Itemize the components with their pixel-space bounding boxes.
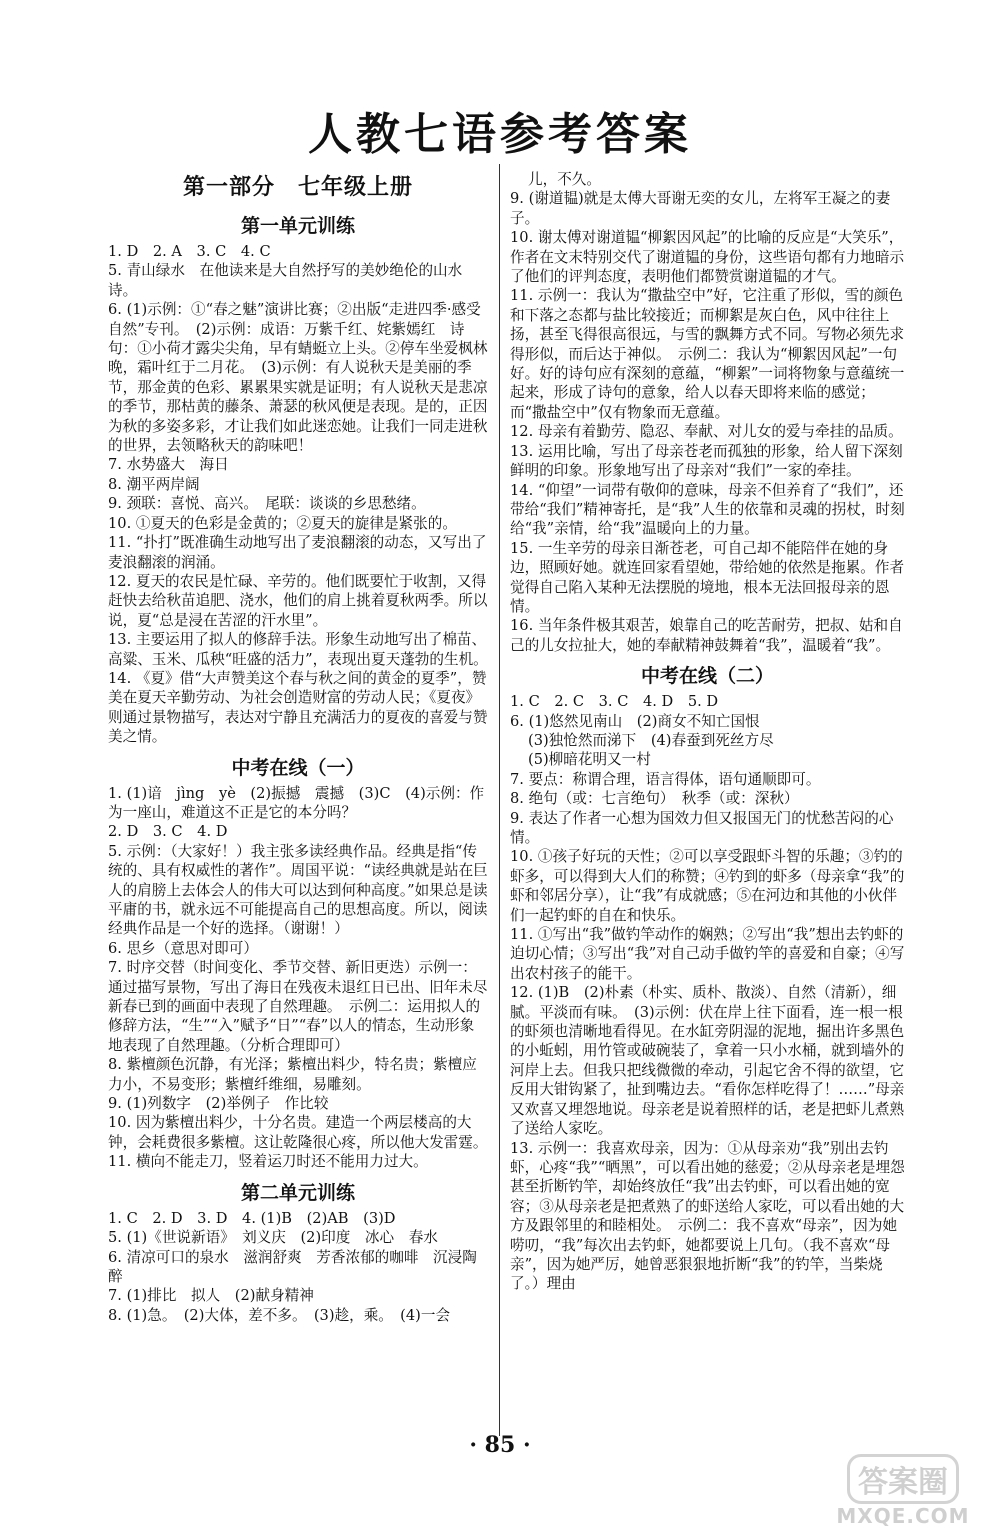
answer-line: 6. 思乡（意思对即可） [108, 939, 258, 957]
page-number: · 85 · [469, 1432, 531, 1458]
watermark-url: MXQE.COM [836, 1504, 970, 1528]
answer-line: 13. 运用比喻，写出了母亲苍老而孤独的形象，给人留下深刻鲜明的印象。形象地写出了母亲对“我们”一家的牵挂。 [510, 442, 903, 480]
answer-line: 7. 时序交替（时间变化、季节交替、新旧更迭）示例一：通过描写景物，写出了海日在残夜未退红日已出、旧年未尽新春已到的画面中表现了自然理趣。 示例二：运用拟人的修辞方法，“生”“入”赋予“日”“春”以人的情态，生动形象地表现了自然理趣。（分析合理即可） [108, 959, 488, 1054]
part-title: 第一部分 七年级上册 [182, 174, 413, 200]
answer-line: 6. 清凉可口的泉水 滋润舒爽 芳香浓郁的咖啡 沉浸陶醉 [108, 1248, 477, 1285]
answer-line: (5)柳暗花明又一村 [528, 751, 651, 769]
section-title-unit1: 第一单元训练 [240, 215, 355, 237]
answer-line: 7. (1)排比 拟人 (2)献身精神 [108, 1287, 314, 1305]
answer-line: 7. 水势盛大 海日 [108, 456, 229, 474]
answer-line: 14. 《夏》借“大声赞美这个春与秋之间的黄金的夏季”，赞美在夏天辛勤劳动、为社会创造财富的劳动人民；《夏夜》则通过景物描写，表达对宁静且充满活力的夏夜的喜爱与赞美之情。 [108, 669, 488, 746]
section-title-exam1: 中考在线（一） [231, 756, 365, 779]
answer-line: 8. 潮平两岸阔 [108, 475, 200, 493]
answer-line: 15. 一生辛劳的母亲日渐苍老，可自己却不能陪伴在她的身边，照顾好她。就连回家看望她，带给她的依然是拖累。作者觉得自己陷入某种无法摆脱的境地，根本无法回报母亲的恩情。 [510, 539, 905, 615]
section-title-exam2: 中考在线（二） [640, 665, 774, 688]
answer-line: 儿，不久。 [528, 171, 601, 188]
answer-line: 10. 谢太傅对谢道韫“柳絮因风起”的比喻的反应是“大笑乐”，作者在文末特别交代了谢道韫的身份，这些语句都有力地暗示了他们的评判态度，表明他们都赞赏谢道韫的才气。 [510, 229, 905, 286]
watermark-logo [818, 1456, 988, 1526]
answer-line: 12. (1)B (2)朴素（朴实、质朴、散淡）、自然（清新），细腻。平淡而有味。 (3)示例：伏在岸上往下面看，连一根一根的虾须也清晰地看得见。在水缸旁阴湿的泥地，掘出许多黑色的小蚯蚓，用竹管或破碗装了，拿着一只小水桶，就到墙外的河岸上去。但我只把线微微的牵动，引起它舍不得的欲望，它反用大钳钩紧了，扯到嘴边去。“看你怎样吃得了！……”母亲又欢喜又埋怨地说。母亲老是说着照样的话，老是把虾儿煮熟了送给人家吃。 [510, 984, 905, 1138]
answer-line: 1. C 2. C 3. C 4. D 5. D [510, 693, 719, 711]
answer-line: 9. (1)列数字 (2)举例子 作比较 [108, 1095, 329, 1113]
answer-line: 9. 表达了作者一心想为国效力但又报国无门的忧愁苦闷的心情。 [510, 809, 894, 846]
answer-line: 11. 横向不能走刀，竖着运刀时还不能用力过大。 [108, 1153, 428, 1171]
answer-line: 12. 夏天的农民是忙碌、辛劳的。他们既要忙于收割，又得赶快去给秋苗追肥、浇水，他们的肩上挑着夏秋两季。所以说，夏“总是浸在苦涩的汗水里”。 [108, 572, 488, 629]
exam2-answers [510, 692, 905, 1294]
unit2-answers-continued [510, 170, 905, 655]
answer-line: 10. ①孩子好玩的天性；②可以享受跟虾斗智的乐趣；③钓的虾多，可以得到大人们的称赞；④钓到的虾多（母亲拿“我”的虾和邻居分享），让“我”有成就感；⑤在河边和其他的小伙伴们一起钓虾的自在和快乐。 [510, 848, 905, 924]
answer-line: 14. “仰望”一词带有敬仰的意味，母亲不但养育了“我们”，还带给“我们”精神寄托，是“我”人生的依靠和灵魂的拐杖，时刻给“我”亲情，给“我”温暖向上的力量。 [510, 481, 905, 538]
answer-line: 5. (1)《世说新语》 刘义庆 (2)印度 冰心 春水 [108, 1229, 438, 1247]
answer-line: 5. 青山绿水 在他读来是大自然抒写的美妙绝伦的山水诗。 [108, 262, 463, 299]
answer-line: 13. 主要运用了拟人的修辞手法。形象生动地写出了棉苗、高粱、玉米、瓜秧“旺盛的活力”，表现出夏天蓬勃的生机。 [108, 631, 488, 668]
column-divider [499, 164, 500, 1436]
answer-line: 1. C 2. D 3. D 4. (1)B (2)AB (3)D [108, 1209, 396, 1227]
answer-line: 6. (1)悠然见南山 (2)商女不知亡国恨 [510, 712, 760, 730]
unit2-answers [108, 1209, 488, 1325]
watermark-badge: 答案圈 [847, 1454, 959, 1504]
answer-line: 11. “扑打”既准确生动地写出了麦浪翻滚的动态，又写出了麦浪翻滚的润涌。 [108, 534, 487, 571]
unit1-answers [108, 242, 488, 747]
page-title: 人教七语参考答案 [308, 109, 692, 160]
answer-line: 5. 示例：（大家好！）我主张多读经典作品。经典是指“传统的、具有权威性的著作”。周国平说：“读经典就是站在巨人的肩膀上去体会人的伟大可以达到何种高度。”如果总是读平庸的书，就永远不可能提高自己的思想高度。所以，阅读经典作品是一个好的选择。（谢谢！） [108, 842, 488, 938]
answer-line: 9. 颈联：喜悦、高兴。 尾联：谈谈的乡思愁绪。 [108, 495, 426, 513]
answer-line: 7. 要点：称谓合理，语言得体，语句通顺即可。 [510, 770, 821, 788]
answer-line: 8. 紫檀颜色沉静，有光泽；紫檀出料少，特名贵；紫檀应力小，不易变形；紫檀纤维细，易雕刻。 [108, 1056, 477, 1093]
answer-line: 1. D 2. A 3. C 4. C [108, 243, 271, 260]
answer-line: 13. 示例一：我喜欢母亲，因为：①从母亲劝“我”别出去钓虾，心疼“我”“晒黑”，可以看出她的慈爱；②从母亲老是埋怨甚至折断钓竿，却始终放任“我”出去钓虾，可以看出她的宽容；③从母亲老是把煮熟了的虾送给人家吃，可以看出她的大方及跟邻里的和睦相处。 示例二：我不喜欢“母亲”，因为她唠叨，“我”每次出去钓虾，她都要说上几句。（我不喜欢“母亲”，因为她严厉，她曾恶狠狠地折断“我”的钓竿，当柴烧了。）理由 [510, 1139, 905, 1293]
left-column [108, 170, 488, 1325]
answer-line: 6. (1)示例：①“春之魅”演讲比赛；②出版“走进四季·感受自然”专刊。 (2)示例：成语：万紫千红、姹紫嫣红 诗句：①小荷才露尖尖角，早有蜻蜓立上头。②停车坐爱枫林晚，霜叶红于二月花。 (3)示例：有人说秋天是美丽的季节，那金黄的色彩、累累果实就是证明；有人说秋天是悲凉的季节，那枯黄的藤条、萧瑟的秋风便是表现。是的，正因为秋的多姿多彩，才让我们如此迷恋她。让我们一同走进秋的世界，去领略秋天的韵味吧！ [108, 301, 488, 455]
answer-line: 8. (1)急。 (2)大体，差不多。 (3)趁，乘。 (4)一会 [108, 1306, 451, 1324]
right-column [510, 170, 905, 1294]
answer-line: 12. 母亲有着勤劳、隐忍、奉献、对儿女的爱与牵挂的品质。 [510, 423, 903, 441]
answer-line: 1. (1)谙 jìng yè (2)振撼 震撼 (3)C (4)示例：作为一座山，难道这不正是它的本分吗？ [108, 784, 485, 821]
answer-line: 11. 示例一：我认为“撒盐空中”好，它注重了形似，雪的颜色和下落之态都与盐比较接近；而柳絮是灰白色，风中往往上扬，甚至飞得很高很远，与雪的飘舞方式不同。写物必须先求得形似，而后达于神似。 示例二：我认为“柳絮因风起”一句好。好的诗句应有深刻的意蕴，“柳絮”一词将物象与意蕴统一起来，形成了诗句的意象，给人以春天即将来临的感觉；而“撒盐空中”仅有物象而无意蕴。 [510, 287, 905, 421]
exam1-answers [108, 784, 488, 1172]
answer-line: 16. 当年条件极其艰苦，娘靠自己的吃苦耐劳，把叔、姑和自己的儿女拉扯大，她的奉献精神鼓舞着“我”，温暖着“我”。 [510, 617, 903, 654]
section-title-unit2: 第二单元训练 [240, 1181, 355, 1204]
answer-line: 10. 因为紫檀出料少，十分名贵。建造一个两层楼高的大钟，会耗费很多紫檀。这让乾隆很心疼，所以他大发雷霆。 [108, 1114, 488, 1151]
answer-line: 11. ①写出“我”做钓竿动作的娴熟；②写出“我”想出去钓虾的迫切心情；③写出“我”对自己动手做钓竿的喜爱和自豪；④写出农村孩子的能干。 [510, 926, 905, 982]
answer-line: 10. ①夏天的色彩是金黄的；②夏天的旋律是紧张的。 [108, 514, 457, 532]
answer-line: 9. (谢道韫)就是太傅大哥谢无奕的女儿，左将军王凝之的妻子。 [510, 190, 891, 227]
answer-line: 8. 绝句（或：七言绝句） 秋季（或：深秋） [510, 790, 799, 808]
answer-line: 2. D 3. C 4. D [108, 823, 228, 841]
answer-line: (3)独怆然而涕下 (4)春蚕到死丝方尽 [528, 731, 774, 749]
